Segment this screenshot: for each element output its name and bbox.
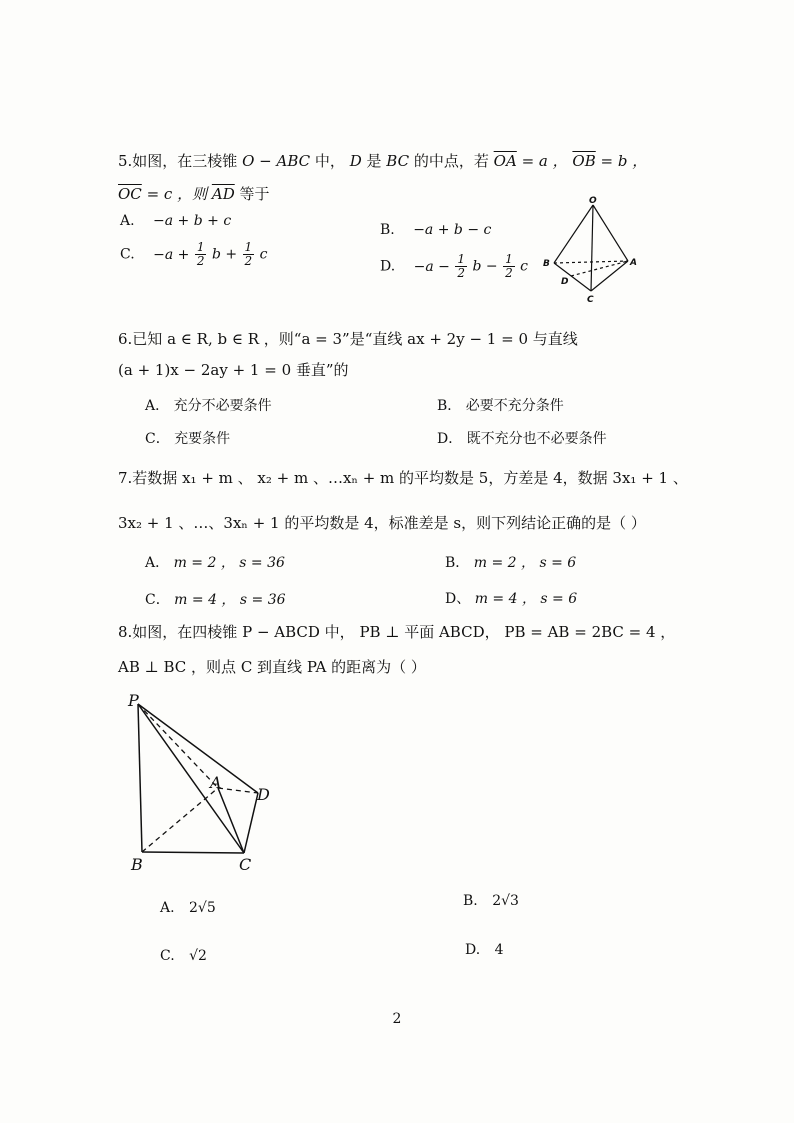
label-B: B: [131, 855, 143, 874]
page-number: 2: [392, 1011, 402, 1027]
label-D: D: [257, 785, 270, 804]
q7-option-c-label: C．: [145, 592, 170, 608]
q5-eq-b: = b ，: [600, 152, 648, 170]
q8-option-d-label: D.: [465, 942, 481, 958]
q5-stem-d: 的中点，若: [413, 152, 489, 170]
edge-BA-dashed: [554, 261, 628, 263]
q7-option-c: [145, 589, 286, 609]
q5-option-a-text: −a + b + c: [153, 213, 232, 229]
q5-stem-a: 5.如图，在三棱锥: [118, 152, 238, 170]
q5-vec-OC: $\overline{OC}$: [118, 185, 142, 203]
q6-option-b: [437, 395, 564, 415]
q6-option-d-label: D．: [437, 431, 463, 447]
q5-option-d-pre: −a −: [413, 258, 450, 275]
edge-PC: [138, 704, 244, 853]
q7-stem-line1: 7.若数据 x₁ + m 、 x₂ + m 、…xₙ + m 的平均数是 5，方差是 4，数据 3x₁ + 1 、: [118, 469, 688, 487]
edge-PD: [138, 704, 258, 793]
edge-CD: [244, 793, 258, 853]
frac-den: 2: [457, 266, 465, 280]
q7-option-a-label: A．: [145, 555, 170, 571]
q7-option-d-text: m = 4 ， s = 6: [474, 591, 578, 607]
q5-eq-c: = c ，则: [146, 185, 208, 203]
q5-option-c-frac2: [243, 241, 255, 268]
q5-eq-a: = a ，: [521, 152, 568, 170]
edge-BA-dashed: [142, 788, 218, 852]
q5-stem-line2: [118, 183, 270, 204]
q8-pyramid-figure: [126, 688, 286, 878]
edge-OA: [593, 205, 628, 261]
edge-OB: [554, 205, 593, 263]
label-D: D: [561, 277, 569, 287]
frac-den: 2: [505, 266, 513, 280]
q6-stem-line1: 6.已知 a ∈ R, b ∈ R ，则“a = 3”是“直线 ax + 2y − 1 = 0 与直线: [118, 330, 578, 348]
q5-option-b: [380, 222, 491, 238]
q5-tetrahedron-figure: [538, 193, 648, 308]
q7-stem-line2: 3x₂ + 1 、…、3xₙ + 1 的平均数是 4，标准差是 s，则下列结论正确的是（ ）: [118, 514, 646, 532]
q5-stem-b: 中，: [314, 152, 345, 170]
label-P: P: [128, 691, 139, 710]
q5-option-b-label: B.: [380, 222, 395, 238]
label-C: C: [587, 295, 594, 305]
q5-option-d: [380, 253, 528, 280]
q7-option-b-text: m = 2 ， s = 6: [473, 555, 577, 571]
q8-option-b-label: B.: [463, 893, 478, 909]
q6-option-a: [145, 395, 272, 415]
q5-vec-OB: $\overline{OB}$: [572, 152, 596, 170]
q7-option-b-label: B．: [445, 555, 470, 571]
q8-stem-line1: 8.如图，在四棱锥 P − ABCD 中， PB ⊥ 平面 ABCD， PB = AB = 2BC = 4 ，: [118, 623, 676, 641]
q5-vec-OA: $\overline{OA}$: [493, 152, 517, 170]
q8-option-c-label: C.: [160, 948, 175, 964]
q6-stem-line2: (a + 1)x − 2ay + 1 = 0 垂直”的: [118, 361, 349, 379]
q5-tetra: O − ABC: [242, 152, 311, 170]
q5-option-d-label: D.: [380, 258, 396, 275]
q8-option-a: [160, 900, 216, 916]
q5-D: D: [349, 152, 362, 170]
q8-option-a-text: 2√5: [189, 900, 216, 916]
q8-option-b: [463, 893, 519, 909]
label-O: O: [589, 196, 597, 206]
label-C: C: [239, 855, 252, 874]
q5-option-c-post: c: [259, 246, 268, 263]
q6-option-a-label: A．: [145, 398, 170, 414]
q5-option-c-pre: −a +: [153, 246, 190, 263]
frac-num: 1: [196, 240, 205, 254]
q5-option-d-mid: b −: [472, 258, 498, 275]
q5-option-a-label: A.: [120, 213, 135, 229]
q7-option-d: [445, 588, 577, 608]
q6-option-a-text: 充分不必要条件: [173, 398, 272, 414]
edge-BC: [142, 852, 244, 853]
q5-option-c-label: C.: [120, 246, 135, 263]
q5-stem-line1: [118, 150, 647, 171]
q6-option-b-text: 必要不充分条件: [465, 398, 564, 414]
q8-option-b-text: 2√3: [492, 893, 519, 909]
q7-option-c-text: m = 4 ， s = 36: [174, 592, 286, 608]
q7-option-a-text: m = 2 ， s = 36: [173, 555, 285, 571]
q8-option-c-text: √2: [189, 948, 207, 964]
q5-BC: BC: [386, 152, 410, 170]
q5-option-d-frac1: [455, 253, 467, 280]
label-A: A: [630, 258, 637, 268]
q5-option-c-mid: b +: [211, 246, 238, 263]
label-B: B: [543, 259, 550, 269]
q8-option-d-text: 4: [494, 942, 504, 958]
edge-PA-dashed: [138, 704, 218, 788]
q5-stem-c: 是: [366, 152, 382, 170]
edge-BC: [554, 263, 591, 291]
q6-option-c-label: C．: [145, 431, 170, 447]
q5-option-a: [120, 213, 231, 229]
q8-option-a-label: A.: [160, 900, 175, 916]
q5-option-c: [120, 241, 267, 268]
q5-stem-e: 等于: [239, 185, 270, 203]
edge-OC: [591, 205, 593, 291]
label-A: A: [210, 773, 222, 792]
q5-option-d-post: c: [520, 258, 528, 275]
frac-num: 1: [244, 240, 253, 254]
frac-den: 2: [244, 254, 253, 268]
q5-option-c-frac1: [195, 241, 207, 268]
q6-option-d-text: 既不充分也不必要条件: [466, 431, 607, 447]
q7-option-b: [445, 552, 576, 572]
edge-PB: [138, 704, 142, 852]
frac-den: 2: [196, 254, 205, 268]
q6-option-d: [437, 428, 607, 448]
q6-option-b-label: B．: [437, 398, 462, 414]
edge-AC: [218, 788, 244, 853]
q8-option-c: [160, 948, 207, 964]
q5-option-b-text: −a + b − c: [413, 222, 492, 238]
edge-AC: [591, 261, 628, 291]
q8-option-d: [465, 942, 504, 958]
q7-option-d-label: D、: [445, 591, 471, 607]
q8-stem-line2: AB ⊥ BC ，则点 C 到直线 PA 的距离为（ ）: [118, 658, 426, 676]
q5-vec-AD: $\overline{AD}$: [211, 185, 235, 203]
q7-option-a: [145, 552, 285, 572]
q5-option-d-frac2: [503, 253, 515, 280]
q6-option-c-text: 充要条件: [174, 431, 231, 447]
q6-option-c: [145, 428, 230, 448]
frac-num: 1: [505, 252, 513, 266]
frac-num: 1: [457, 252, 465, 266]
